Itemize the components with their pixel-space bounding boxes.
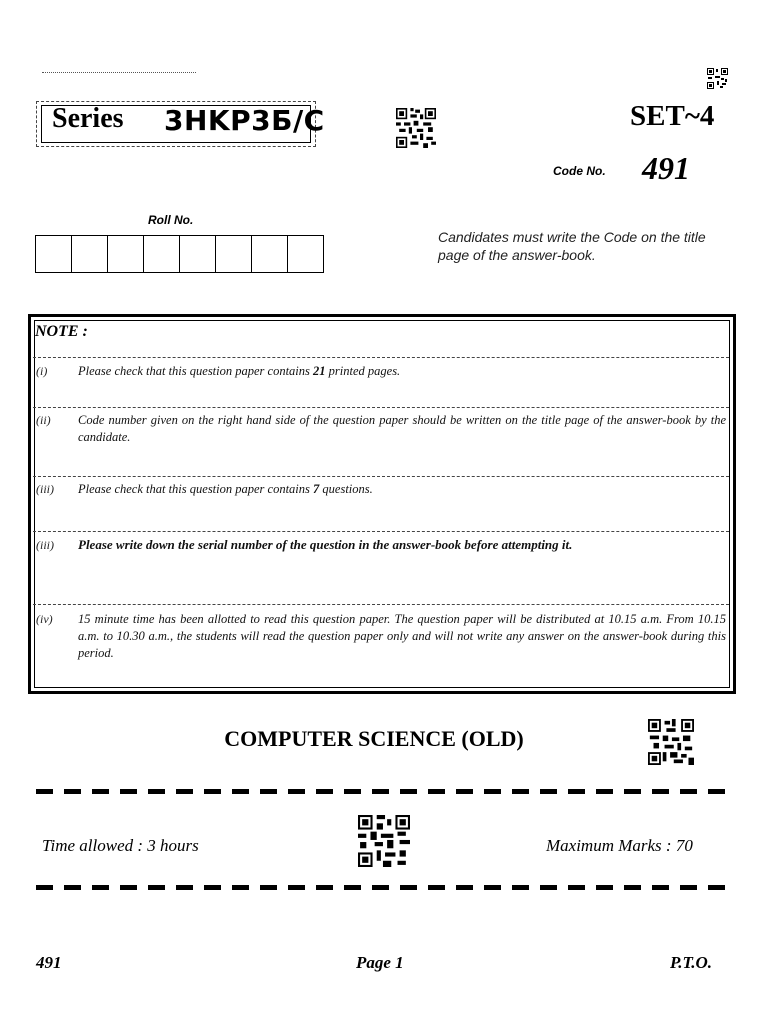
roll-cell[interactable] bbox=[72, 236, 108, 272]
top-dotted-line bbox=[42, 72, 196, 73]
note-item-5: 15 minute time has been allotted to read this question paper. The question paper will be distributed at 10.15 a.m. From 10.15 a.m. to 10.30 a.m., the students will read the question paper only and will not write any answer on the answer-book during this period. bbox=[78, 612, 726, 660]
roll-label: Roll No. bbox=[148, 213, 194, 227]
note-item-2: Code number given on the right hand side of the question paper should be written on the title page of the answer-book by the candidate. bbox=[78, 413, 726, 444]
maximum-marks: Maximum Marks : 70 bbox=[546, 836, 693, 855]
series-code: 3HKP3Б/C bbox=[164, 104, 325, 137]
set-label: SET~4 bbox=[630, 100, 715, 132]
roll-cell[interactable] bbox=[216, 236, 252, 272]
qr-code-icon-subject bbox=[648, 719, 694, 765]
note-item-number: (ii) bbox=[36, 413, 51, 427]
footer-pto: P.T.O. bbox=[670, 953, 713, 972]
footer-page-number: Page 1 bbox=[356, 953, 404, 972]
code-value: 491 bbox=[642, 150, 690, 186]
code-label: Code No. bbox=[553, 164, 606, 178]
note-separator bbox=[33, 357, 729, 358]
note-separator bbox=[33, 604, 729, 605]
note-item-1: Please check that this question paper contains 21 printed pages. bbox=[78, 364, 401, 378]
series-label: Series bbox=[52, 103, 124, 134]
qr-code-icon-top bbox=[707, 68, 728, 89]
note-separator bbox=[33, 531, 729, 532]
qr-code-icon-center bbox=[358, 815, 410, 867]
roll-cell[interactable] bbox=[288, 236, 323, 272]
subject-title: COMPUTER SCIENCE (OLD) bbox=[224, 726, 524, 751]
roll-cell[interactable] bbox=[108, 236, 144, 272]
note-title: NOTE : bbox=[35, 323, 88, 340]
dashed-rule-top bbox=[36, 789, 732, 794]
footer-code: 491 bbox=[36, 953, 62, 972]
roll-cell[interactable] bbox=[144, 236, 180, 272]
roll-number-boxes[interactable] bbox=[35, 235, 324, 273]
note-separator bbox=[33, 476, 729, 477]
roll-cell[interactable] bbox=[180, 236, 216, 272]
note-item-number: (iii) bbox=[36, 538, 54, 552]
note-item-number: (i) bbox=[36, 364, 48, 378]
candidate-note: Candidates must write the Code on the title page of the answer-book. bbox=[438, 229, 706, 263]
note-item-number: (iv) bbox=[36, 612, 53, 626]
dashed-rule-bottom bbox=[36, 885, 732, 890]
note-separator bbox=[33, 407, 729, 408]
qr-code-icon-header bbox=[396, 108, 436, 148]
roll-cell[interactable] bbox=[252, 236, 288, 272]
note-item-3: Please check that this question paper contains 7 questions. bbox=[78, 482, 373, 496]
roll-cell[interactable] bbox=[36, 236, 72, 272]
time-allowed: Time allowed : 3 hours bbox=[42, 836, 199, 855]
note-item-4: Please write down the serial number of the question in the answer-book before attempting it. bbox=[78, 537, 573, 552]
note-item-number: (iii) bbox=[36, 482, 54, 496]
